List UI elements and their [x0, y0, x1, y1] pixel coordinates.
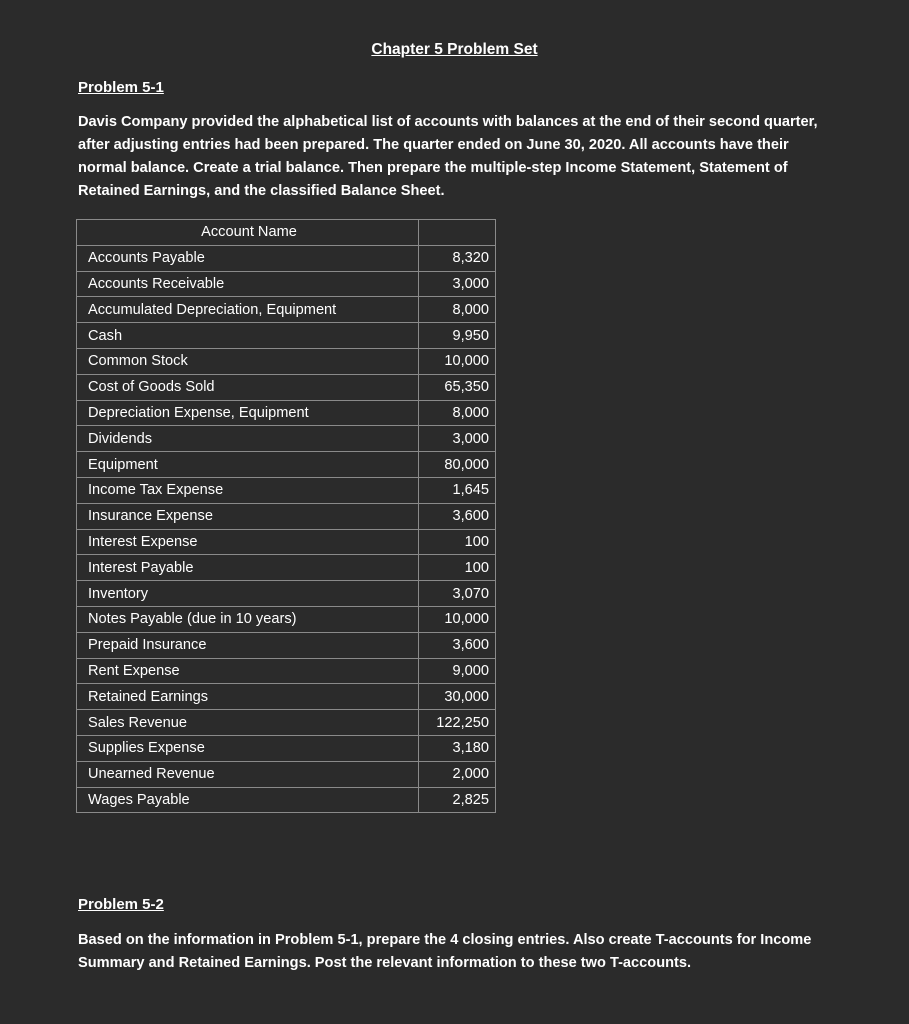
account-name-cell: Rent Expense — [77, 658, 419, 684]
account-balance-cell: 100 — [419, 555, 496, 581]
table-row — [77, 503, 496, 529]
account-name-cell: Dividends — [77, 426, 419, 452]
amount-header — [419, 220, 496, 246]
account-balance-cell: 3,070 — [419, 581, 496, 607]
table-row — [77, 426, 496, 452]
table-row — [77, 632, 496, 658]
account-name-cell: Common Stock — [77, 348, 419, 374]
account-name-cell: Prepaid Insurance — [77, 632, 419, 658]
table-row — [77, 374, 496, 400]
table-row — [77, 787, 496, 813]
problem-5-1-text: Davis Company provided the alphabetical list of accounts with balances at the end of their second quarter, after adjusting entries had been prepared. The quarter ended on June 30, 2020. All accounts have their normal balance. Create a trial balance. Then prepare the multiple-step Income Statement, Statement of Retained Earnings, and the classified Balance Sheet. — [78, 114, 818, 199]
account-balance-cell: 65,350 — [419, 374, 496, 400]
account-balance-cell: 8,000 — [419, 297, 496, 323]
account-name-cell: Depreciation Expense, Equipment — [77, 400, 419, 426]
account-name-cell: Accounts Payable — [77, 245, 419, 271]
account-balance-cell: 3,000 — [419, 271, 496, 297]
problem-5-1-heading: Problem 5-1 — [78, 79, 164, 96]
table-row — [77, 710, 496, 736]
account-name-cell: Interest Expense — [77, 529, 419, 555]
account-balance-cell: 8,320 — [419, 245, 496, 271]
account-name-cell: Cash — [77, 323, 419, 349]
account-name-cell: Wages Payable — [77, 787, 419, 813]
account-balance-cell: 8,000 — [419, 400, 496, 426]
table-row — [77, 555, 496, 581]
account-balance-cell: 3,180 — [419, 735, 496, 761]
account-balance-cell: 3,000 — [419, 426, 496, 452]
account-name-cell: Interest Payable — [77, 555, 419, 581]
table-row — [77, 606, 496, 632]
account-name-cell: Accumulated Depreciation, Equipment — [77, 297, 419, 323]
table-row — [77, 245, 496, 271]
account-name-cell: Sales Revenue — [77, 710, 419, 736]
page-title: Chapter 5 Problem Set — [371, 41, 538, 58]
account-balance-cell: 10,000 — [419, 606, 496, 632]
account-name-cell: Accounts Receivable — [77, 271, 419, 297]
account-balance-cell: 9,950 — [419, 323, 496, 349]
table-row — [77, 400, 496, 426]
account-name-cell: Notes Payable (due in 10 years) — [77, 606, 419, 632]
account-balance-cell: 80,000 — [419, 452, 496, 478]
table-row — [77, 452, 496, 478]
table-row — [77, 348, 496, 374]
account-name-cell: Cost of Goods Sold — [77, 374, 419, 400]
table-row — [77, 297, 496, 323]
table-row — [77, 529, 496, 555]
table-row — [77, 658, 496, 684]
table-row — [77, 684, 496, 710]
account-balance-cell: 3,600 — [419, 503, 496, 529]
account-balance-cell: 30,000 — [419, 684, 496, 710]
account-name-cell: Supplies Expense — [77, 735, 419, 761]
account-name-cell: Equipment — [77, 452, 419, 478]
account-balance-cell: 9,000 — [419, 658, 496, 684]
account-balance-cell: 2,825 — [419, 787, 496, 813]
accounts-table-body — [77, 245, 496, 813]
table-row — [77, 323, 496, 349]
account-balance-cell: 2,000 — [419, 761, 496, 787]
account-balance-cell: 10,000 — [419, 348, 496, 374]
account-name-cell: Income Tax Expense — [77, 477, 419, 503]
account-balance-cell: 3,600 — [419, 632, 496, 658]
account-name-cell: Unearned Revenue — [77, 761, 419, 787]
table-row — [77, 477, 496, 503]
table-row — [77, 581, 496, 607]
problem-5-2-text: Based on the information in Problem 5-1, prepare the 4 closing entries. Also create T-accounts for Income Summary and Retained Earnings. Post the relevant information to these two T-accounts. — [78, 932, 812, 971]
accounts-table — [76, 219, 496, 813]
account-balance-cell: 1,645 — [419, 477, 496, 503]
account-name-header: Account Name — [77, 220, 419, 246]
account-name-cell: Inventory — [77, 581, 419, 607]
account-balance-cell: 100 — [419, 529, 496, 555]
table-header-row — [77, 220, 496, 246]
account-name-cell: Insurance Expense — [77, 503, 419, 529]
table-row — [77, 761, 496, 787]
table-row — [77, 735, 496, 761]
account-balance-cell: 122,250 — [419, 710, 496, 736]
problem-5-2-heading: Problem 5-2 — [78, 896, 164, 913]
table-row — [77, 271, 496, 297]
account-name-cell: Retained Earnings — [77, 684, 419, 710]
